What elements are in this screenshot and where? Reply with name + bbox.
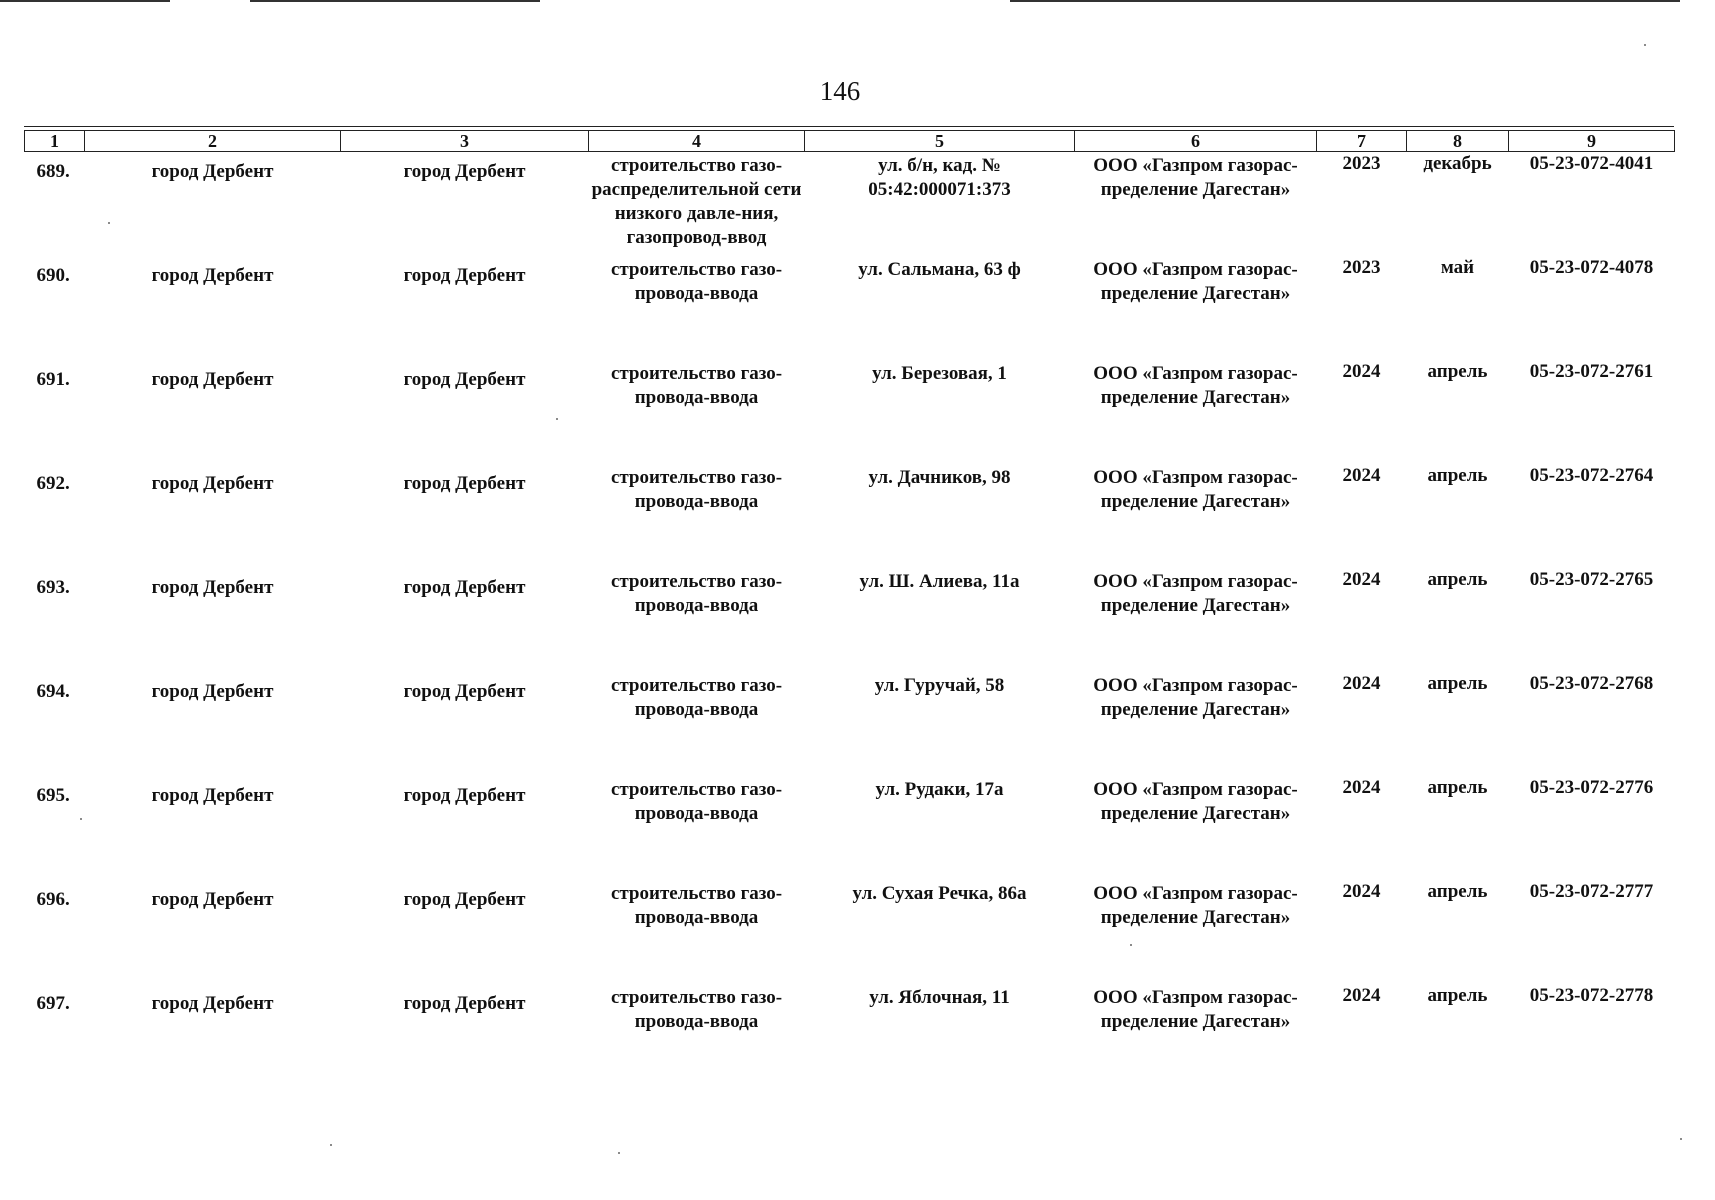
year-cell: 2023 — [1342, 153, 1381, 174]
locality-cell: город Дербент — [403, 785, 526, 806]
scan-speck — [1680, 1138, 1682, 1140]
permit-code-cell: 05-23-072-2777 — [1529, 881, 1654, 902]
column-header-5: 5 — [805, 131, 1075, 152]
table-row — [25, 672, 1675, 776]
scan-speck — [618, 1152, 620, 1154]
operator-cell: ООО «Газпром газорас-пределение Дагестан» — [1093, 779, 1298, 824]
year-cell: 2024 — [1342, 777, 1381, 798]
locality-cell: город Дербент — [403, 265, 526, 286]
operator-cell: ООО «Газпром газорас-пределение Дагестан» — [1093, 987, 1298, 1032]
address-cell: ул. Сухая Речка, 86а — [852, 883, 1027, 904]
table-row — [25, 984, 1675, 1088]
month-cell: апрель — [1427, 881, 1488, 902]
table-row — [25, 256, 1675, 360]
table-top-rule — [24, 126, 1674, 127]
table-row — [25, 776, 1675, 880]
table-row — [25, 880, 1675, 984]
address-cell: ул. Рудаки, 17а — [875, 779, 1004, 800]
district-cell: город Дербент — [151, 889, 274, 910]
table-body — [25, 152, 1675, 1089]
locality-cell: город Дербент — [403, 993, 526, 1014]
scan-speck — [330, 1144, 332, 1146]
permit-code-cell: 05-23-072-2776 — [1529, 777, 1654, 798]
row-number: 692. — [36, 473, 70, 494]
scan-edge-line — [0, 0, 170, 2]
month-cell: апрель — [1427, 673, 1488, 694]
address-cell: ул. Дачников, 98 — [868, 467, 1011, 488]
month-cell: апрель — [1427, 569, 1488, 590]
address-cell: ул. Березовая, 1 — [872, 363, 1007, 384]
page-number: 146 — [819, 76, 861, 106]
permit-code-cell: 05-23-072-4078 — [1529, 257, 1654, 278]
month-cell: апрель — [1427, 465, 1488, 486]
scan-speck — [108, 222, 110, 224]
column-header-1: 1 — [25, 131, 85, 152]
row-number: 693. — [36, 577, 70, 598]
permit-code-cell: 05-23-072-2761 — [1529, 361, 1654, 382]
district-cell: город Дербент — [151, 577, 274, 598]
register-table — [24, 130, 1675, 1088]
permit-code-cell: 05-23-072-2765 — [1529, 569, 1654, 590]
operator-cell: ООО «Газпром газорас-пределение Дагестан» — [1093, 571, 1298, 616]
row-number: 691. — [36, 369, 70, 390]
work-description-cell: строительство газо-провода-ввода — [610, 571, 783, 616]
scan-speck — [80, 818, 82, 820]
row-number: 696. — [36, 889, 70, 910]
table-row — [25, 360, 1675, 464]
operator-cell: ООО «Газпром газорас-пределение Дагестан» — [1093, 883, 1298, 928]
month-cell: апрель — [1427, 777, 1488, 798]
scan-edge-line — [250, 0, 540, 2]
table-row — [25, 152, 1675, 257]
year-cell: 2024 — [1342, 673, 1381, 694]
year-cell: 2024 — [1342, 985, 1381, 1006]
row-number: 690. — [36, 265, 70, 286]
locality-cell: город Дербент — [403, 681, 526, 702]
column-header-3: 3 — [341, 131, 589, 152]
scan-edge-line — [1010, 0, 1680, 2]
column-header-6: 6 — [1075, 131, 1317, 152]
locality-cell: город Дербент — [403, 369, 526, 390]
scan-speck — [1130, 944, 1132, 946]
operator-cell: ООО «Газпром газорас-пределение Дагестан» — [1093, 467, 1298, 512]
year-cell: 2023 — [1342, 257, 1381, 278]
locality-cell: город Дербент — [403, 161, 526, 182]
table-row — [25, 464, 1675, 568]
district-cell: город Дербент — [151, 681, 274, 702]
work-description-cell: строительство газо-провода-ввода — [610, 987, 783, 1032]
district-cell: город Дербент — [151, 785, 274, 806]
work-description-cell: строительство газо-провода-ввода — [610, 675, 783, 720]
address-cell: ул. б/н, кад. № 05:42:000071:373 — [868, 155, 1011, 200]
row-number: 689. — [36, 161, 70, 182]
column-header-8: 8 — [1407, 131, 1509, 152]
address-cell: ул. Гуручай, 58 — [874, 675, 1005, 696]
address-cell: ул. Ш. Алиева, 11а — [859, 571, 1020, 592]
permit-code-cell: 05-23-072-2764 — [1529, 465, 1654, 486]
year-cell: 2024 — [1342, 569, 1381, 590]
locality-cell: город Дербент — [403, 473, 526, 494]
permit-code-cell: 05-23-072-4041 — [1529, 153, 1654, 174]
address-cell: ул. Сальмана, 63 ф — [858, 259, 1021, 280]
work-description-cell: строительство газо-провода-ввода — [610, 467, 783, 512]
table-row — [25, 568, 1675, 672]
header-row — [25, 131, 1675, 152]
year-cell: 2024 — [1342, 881, 1381, 902]
address-cell: ул. Яблочная, 11 — [869, 987, 1010, 1008]
year-cell: 2024 — [1342, 361, 1381, 382]
column-header-2: 2 — [85, 131, 341, 152]
scan-speck — [1644, 44, 1646, 46]
district-cell: город Дербент — [151, 473, 274, 494]
row-number: 697. — [36, 993, 70, 1014]
column-header-4: 4 — [589, 131, 805, 152]
district-cell: город Дербент — [151, 161, 274, 182]
district-cell: город Дербент — [151, 369, 274, 390]
locality-cell: город Дербент — [403, 577, 526, 598]
locality-cell: город Дербент — [403, 889, 526, 910]
work-description-cell: строительство газо-провода-ввода — [610, 363, 783, 408]
operator-cell: ООО «Газпром газорас-пределение Дагестан» — [1093, 363, 1298, 408]
work-description-cell: строительство газо-распределительной сети низкого давле-ния, газопровод-ввод — [591, 155, 802, 248]
row-number: 695. — [36, 785, 70, 806]
month-cell: апрель — [1427, 985, 1488, 1006]
year-cell: 2024 — [1342, 465, 1381, 486]
operator-cell: ООО «Газпром газорас-пределение Дагестан» — [1093, 259, 1298, 304]
operator-cell: ООО «Газпром газорас-пределение Дагестан» — [1093, 675, 1298, 720]
work-description-cell: строительство газо-провода-ввода — [610, 779, 783, 824]
month-cell: декабрь — [1423, 153, 1492, 174]
scan-speck — [556, 418, 558, 420]
month-cell: май — [1440, 257, 1475, 278]
work-description-cell: строительство газо-провода-ввода — [610, 883, 783, 928]
column-header-9: 9 — [1509, 131, 1675, 152]
permit-code-cell: 05-23-072-2768 — [1529, 673, 1654, 694]
month-cell: апрель — [1427, 361, 1488, 382]
district-cell: город Дербент — [151, 265, 274, 286]
permit-code-cell: 05-23-072-2778 — [1529, 985, 1654, 1006]
row-number: 694. — [36, 681, 70, 702]
operator-cell: ООО «Газпром газорас-пределение Дагестан» — [1093, 155, 1298, 200]
district-cell: город Дербент — [151, 993, 274, 1014]
work-description-cell: строительство газо-провода-ввода — [610, 259, 783, 304]
column-header-7: 7 — [1317, 131, 1407, 152]
